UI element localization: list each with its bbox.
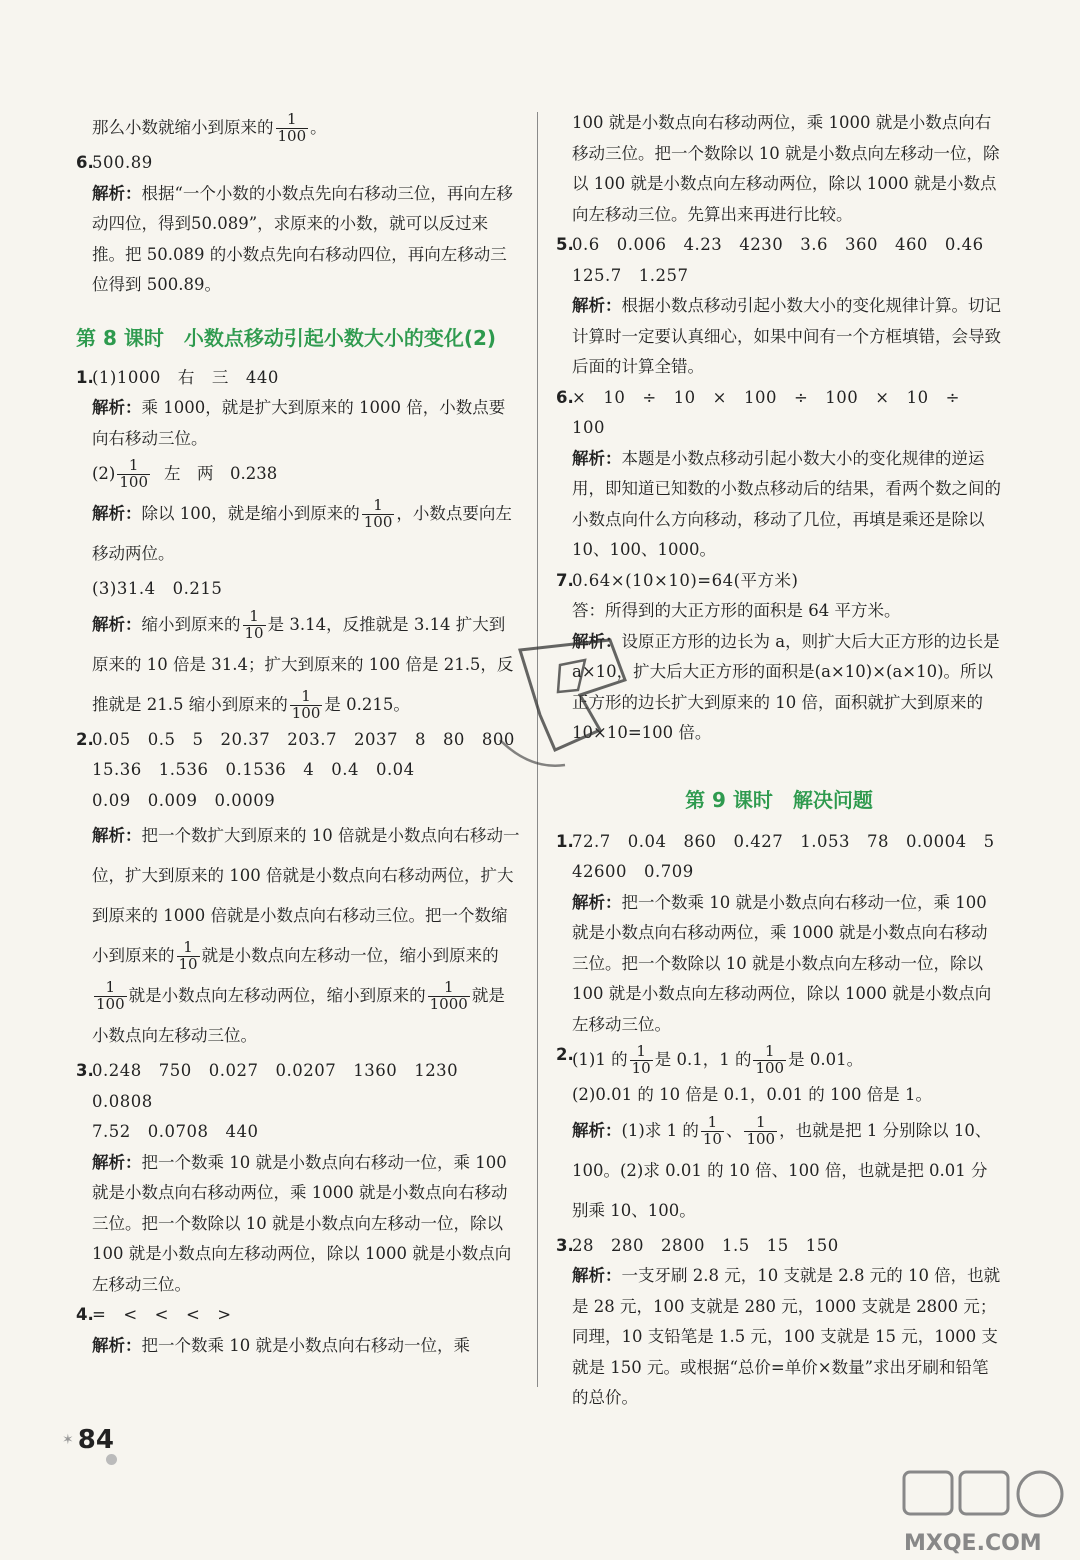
dot-icon <box>106 1454 117 1465</box>
question-4 <box>76 1300 520 1361</box>
fraction: $\frac{1}{100}$ <box>746 1112 776 1148</box>
intro-line: 那么小数就缩小到原来的 $\frac{1}{100}$ 。 <box>92 110 327 145</box>
watermark-logo-icon <box>900 1468 1070 1558</box>
question-number: 6. <box>76 153 94 172</box>
watermark-text: MXQE.COM <box>904 1531 1042 1556</box>
continued-analysis: 100 就是小数点向右移动两位，乘 1000 就是小数点向右移动三位。把一个数除以 10 就是小数点向左移动一位，除以 100 就是小数点向左移动两位，除以 1000 就是小数点向左移动三位。先算出来再进行比较。 <box>572 113 1000 224</box>
answer-line: 72.7 0.04 860 0.427 1.053 78 0.0004 5 <box>572 831 995 851</box>
question-number: 1. <box>76 367 94 387</box>
problem-3 <box>556 1231 1002 1414</box>
question-6 <box>556 383 1002 566</box>
analysis-text: 把一个数乘 10 就是小数点向右移动一位，乘 100 就是小数点向右移动两位，乘 1000 就是小数点向右移动三位。把一个数除以 10 就是小数点向左移动一位，除以 100 就是小数点向左移动两位，除以 1000 就是小数点向左移动三位。 <box>92 1152 512 1294</box>
question-number: 2. <box>556 1045 574 1064</box>
fraction: $\frac{1}{100}$ <box>119 456 149 491</box>
question-number: 3. <box>556 1235 574 1255</box>
answer-line: 42600 0.709 <box>572 862 694 881</box>
analysis-text: 把一个数乘 10 就是小数点向右移动一位，乘 <box>141 1335 470 1355</box>
analysis-text: 乘 1000，就是扩大到原来的 1000 倍，小数点要向右移动三位。 <box>92 398 506 448</box>
answer-line: 0.248 750 0.027 0.0207 1360 1230 0.0808 <box>92 1061 476 1111</box>
lesson-9-title: 第 9 课时 解决问题 <box>685 787 873 812</box>
fraction: $\frac{1}{10}$ <box>178 938 198 973</box>
fraction: $\frac{1}{10}$ <box>631 1042 651 1077</box>
fraction: $\frac{1}{100}$ <box>363 496 393 531</box>
fraction: $\frac{1}{100}$ <box>277 110 307 145</box>
answer: 0.64×(10×10)=64(平方米) <box>572 570 799 590</box>
answer: × 10 ÷ 10 × 100 ÷ 100 × 10 ÷ 100 <box>572 387 977 437</box>
answer: (2) $\frac{1}{100}$ 左 两 0.238 <box>92 456 278 491</box>
analysis-text: 设原正方形的边长为 a，则扩大后大正方形的边长是 a×10，扩大后大正方形的面积是(a×10)×(a×10)。所以正方形的边长扩大到原来的 10 倍，面积就扩大到原来的 10×10=100 倍。 <box>572 631 1000 742</box>
left-column <box>76 108 520 1361</box>
question-number: 4. <box>76 1305 94 1324</box>
answer-line: 15.36 1.536 0.1536 4 0.4 0.04 <box>92 760 415 779</box>
answer: = < < < > <box>92 1305 232 1324</box>
stamp-seal-icon <box>460 620 660 790</box>
fraction: $\frac{1}{10}$ <box>702 1112 722 1148</box>
analysis-label: 解析： <box>92 398 142 417</box>
analysis-label: 解析： <box>572 296 622 315</box>
question-5 <box>556 230 1002 383</box>
problem-2: 2. (1)1 的 $\frac{1}{10}$ 是 0.1，1 的 $\frac{1}{100}$ 是 0.01。 (2)0.01 的 10 倍是 0.1，0.01 的 100 倍是 1。 解析：(1)求 1 的 $\frac{1}{10}$ 、 $\frac{1}{100}$ ，也就是把 1 分别除以 10、100。(2)求 0.01 的 10 倍、100 倍，也就是把 0.01 分别乘 10、100。 <box>556 1040 1002 1231</box>
analysis-label: 解析： <box>92 826 142 845</box>
question-1: 1. (1)1000 右 三 440 解析：乘 1000，就是扩大到原来的 1000 倍，小数点要向右移动三位。 (2) $\frac{1}{100}$ 左 两 0.238 解析：除以 100，就是缩小到原来的 $\frac{1}{100}$ ，小数点要向左移动两位。 (3)31.4 0.215 解析：缩小到原来的 $\frac{1}{10}$ 是 3.14，反推就是 3.14 扩大到原来的 10 倍是 31.4；扩大到原来的 100 倍是 21.5，反推就是 21.5 缩小到原来的 $\frac{1}{100}$ 是 0.215。 <box>76 363 520 725</box>
analysis-text: 把一个数乘 10 就是小数点向右移动一位，乘 100 就是小数点向右移动两位，乘 1000 就是小数点向右移动三位。把一个数除以 10 就是小数点向左移动一位，除以 100 就是小数点向左移动两位，除以 1000 就是小数点向左移动三位。 <box>572 892 992 1034</box>
answer: 500.89 <box>92 153 153 172</box>
analysis-text: 根据小数点移动引起小数大小的变化规律计算。切记计算时一定要认真细心，如果中间有一个方框填错，会导致后面的计算全错。 <box>572 296 1001 376</box>
analysis-text: 一支牙刷 2.8 元，10 支就是 2.8 元的 10 倍，也就是 28 元，100 支就是 280 元，1000 支就是 2800 元；同理，10 支铅笔是 1.5 元，100 支就是 15 元，1000 支就是 150 元。或根据“总价=单价×数量”求出牙刷和铅笔的总价。 <box>572 1266 1001 1407</box>
answer-line: 125.7 1.257 <box>572 265 689 285</box>
question-number: 2. <box>76 729 94 749</box>
intro-text: 那么小数就缩小到原来的 <box>92 118 274 137</box>
page-number-area <box>62 1414 117 1465</box>
analysis-label: 解析： <box>92 504 142 523</box>
analysis-text: 根据“一个小数的小数点先向右移动三位，再向左移动四位，得到50.089”，求原来的小数，就可以反过来推。把 50.089 的小数点先向右移动四位，再向左移动三位得到 500.89。 <box>92 183 513 294</box>
question-number: 7. <box>556 570 574 590</box>
fraction: $\frac{1}{10}$ <box>244 606 264 642</box>
answer-line: 0.6 0.006 4.23 4230 3.6 360 460 0.46 <box>572 235 984 254</box>
analysis-label: 解析： <box>92 1152 142 1172</box>
answer-line: (2)0.01 的 10 倍是 0.1，0.01 的 100 倍是 1。 <box>572 1085 933 1104</box>
fraction: $\frac{1}{100}$ <box>96 978 125 1013</box>
question-number: 1. <box>556 831 574 851</box>
question-2: 2. 0.05 0.5 5 20.37 203.7 2037 8 80 800 15.36 1.536 0.1536 4 0.4 0.04 0.09 0.009 0.0009 解析：把一个数扩大到原来的 10 倍就是小数点向右移动一位，扩大到原来的 100 倍就是小数点向右移动两位，扩大到原来的 1000 倍就是小数点向右移动三位。把一个数缩小到原来的 $\frac{1}{10}$ 就是小数点向左移动一位，缩小到原来的 $\frac{1}{100}$ 就是小数点向左移动两位，缩小到原来的 $\frac{1}{1000}$ 就是小数点向左移动三位。 <box>76 725 520 1057</box>
question-number: 5. <box>556 235 574 254</box>
page-number: 84 <box>77 1424 114 1455</box>
question-3 <box>76 1056 520 1300</box>
question-number: 3. <box>76 1061 94 1080</box>
lesson-8-title: 第 8 课时 小数点移动引起小数大小的变化(2) <box>76 325 497 350</box>
answer-line: 0.09 0.009 0.0009 <box>92 790 276 810</box>
analysis-label: 解析： <box>572 1266 622 1285</box>
answer: (1)1000 右 三 440 <box>92 367 279 387</box>
analysis-text: 本题是小数点移动引起小数大小的变化规律的逆运用，即知道已知数的小数点移动后的结果，看两个数之间的小数点向什么方向移动，移动了几位，再填是乘还是除以 10、100、1000。 <box>572 448 1001 559</box>
answer-line: 0.05 0.5 5 20.37 203.7 2037 8 80 800 <box>92 729 515 749</box>
star-icon: ✶ <box>62 1431 74 1448</box>
answer-line: 7.52 0.0708 440 <box>92 1122 259 1141</box>
question-number: 6. <box>556 387 574 407</box>
analysis-label: 解析： <box>572 631 622 651</box>
analysis-label: 解析： <box>572 448 622 468</box>
answer: (3)31.4 0.215 <box>92 579 223 598</box>
analysis-label: 解析： <box>92 183 142 203</box>
analysis-label: 解析： <box>572 892 622 912</box>
answer-reply: 答：所得到的大正方形的面积是 64 平方米。 <box>572 601 901 620</box>
fraction: $\frac{1}{1000}$ <box>429 978 468 1013</box>
answer: (1)1 的 $\frac{1}{10}$ 是 0.1，1 的 $\frac{1}{100}$ 是 0.01。 <box>572 1042 864 1077</box>
answer: 28 280 2800 1.5 15 150 <box>572 1235 839 1255</box>
fraction: $\frac{1}{100}$ <box>291 686 321 722</box>
question-6 <box>76 148 520 301</box>
fraction: $\frac{1}{100}$ <box>755 1042 785 1077</box>
analysis-label: 解析： <box>572 1120 622 1140</box>
problem-1 <box>556 827 1002 1041</box>
analysis-label: 解析： <box>92 1335 142 1355</box>
analysis-label: 解析： <box>92 614 142 634</box>
